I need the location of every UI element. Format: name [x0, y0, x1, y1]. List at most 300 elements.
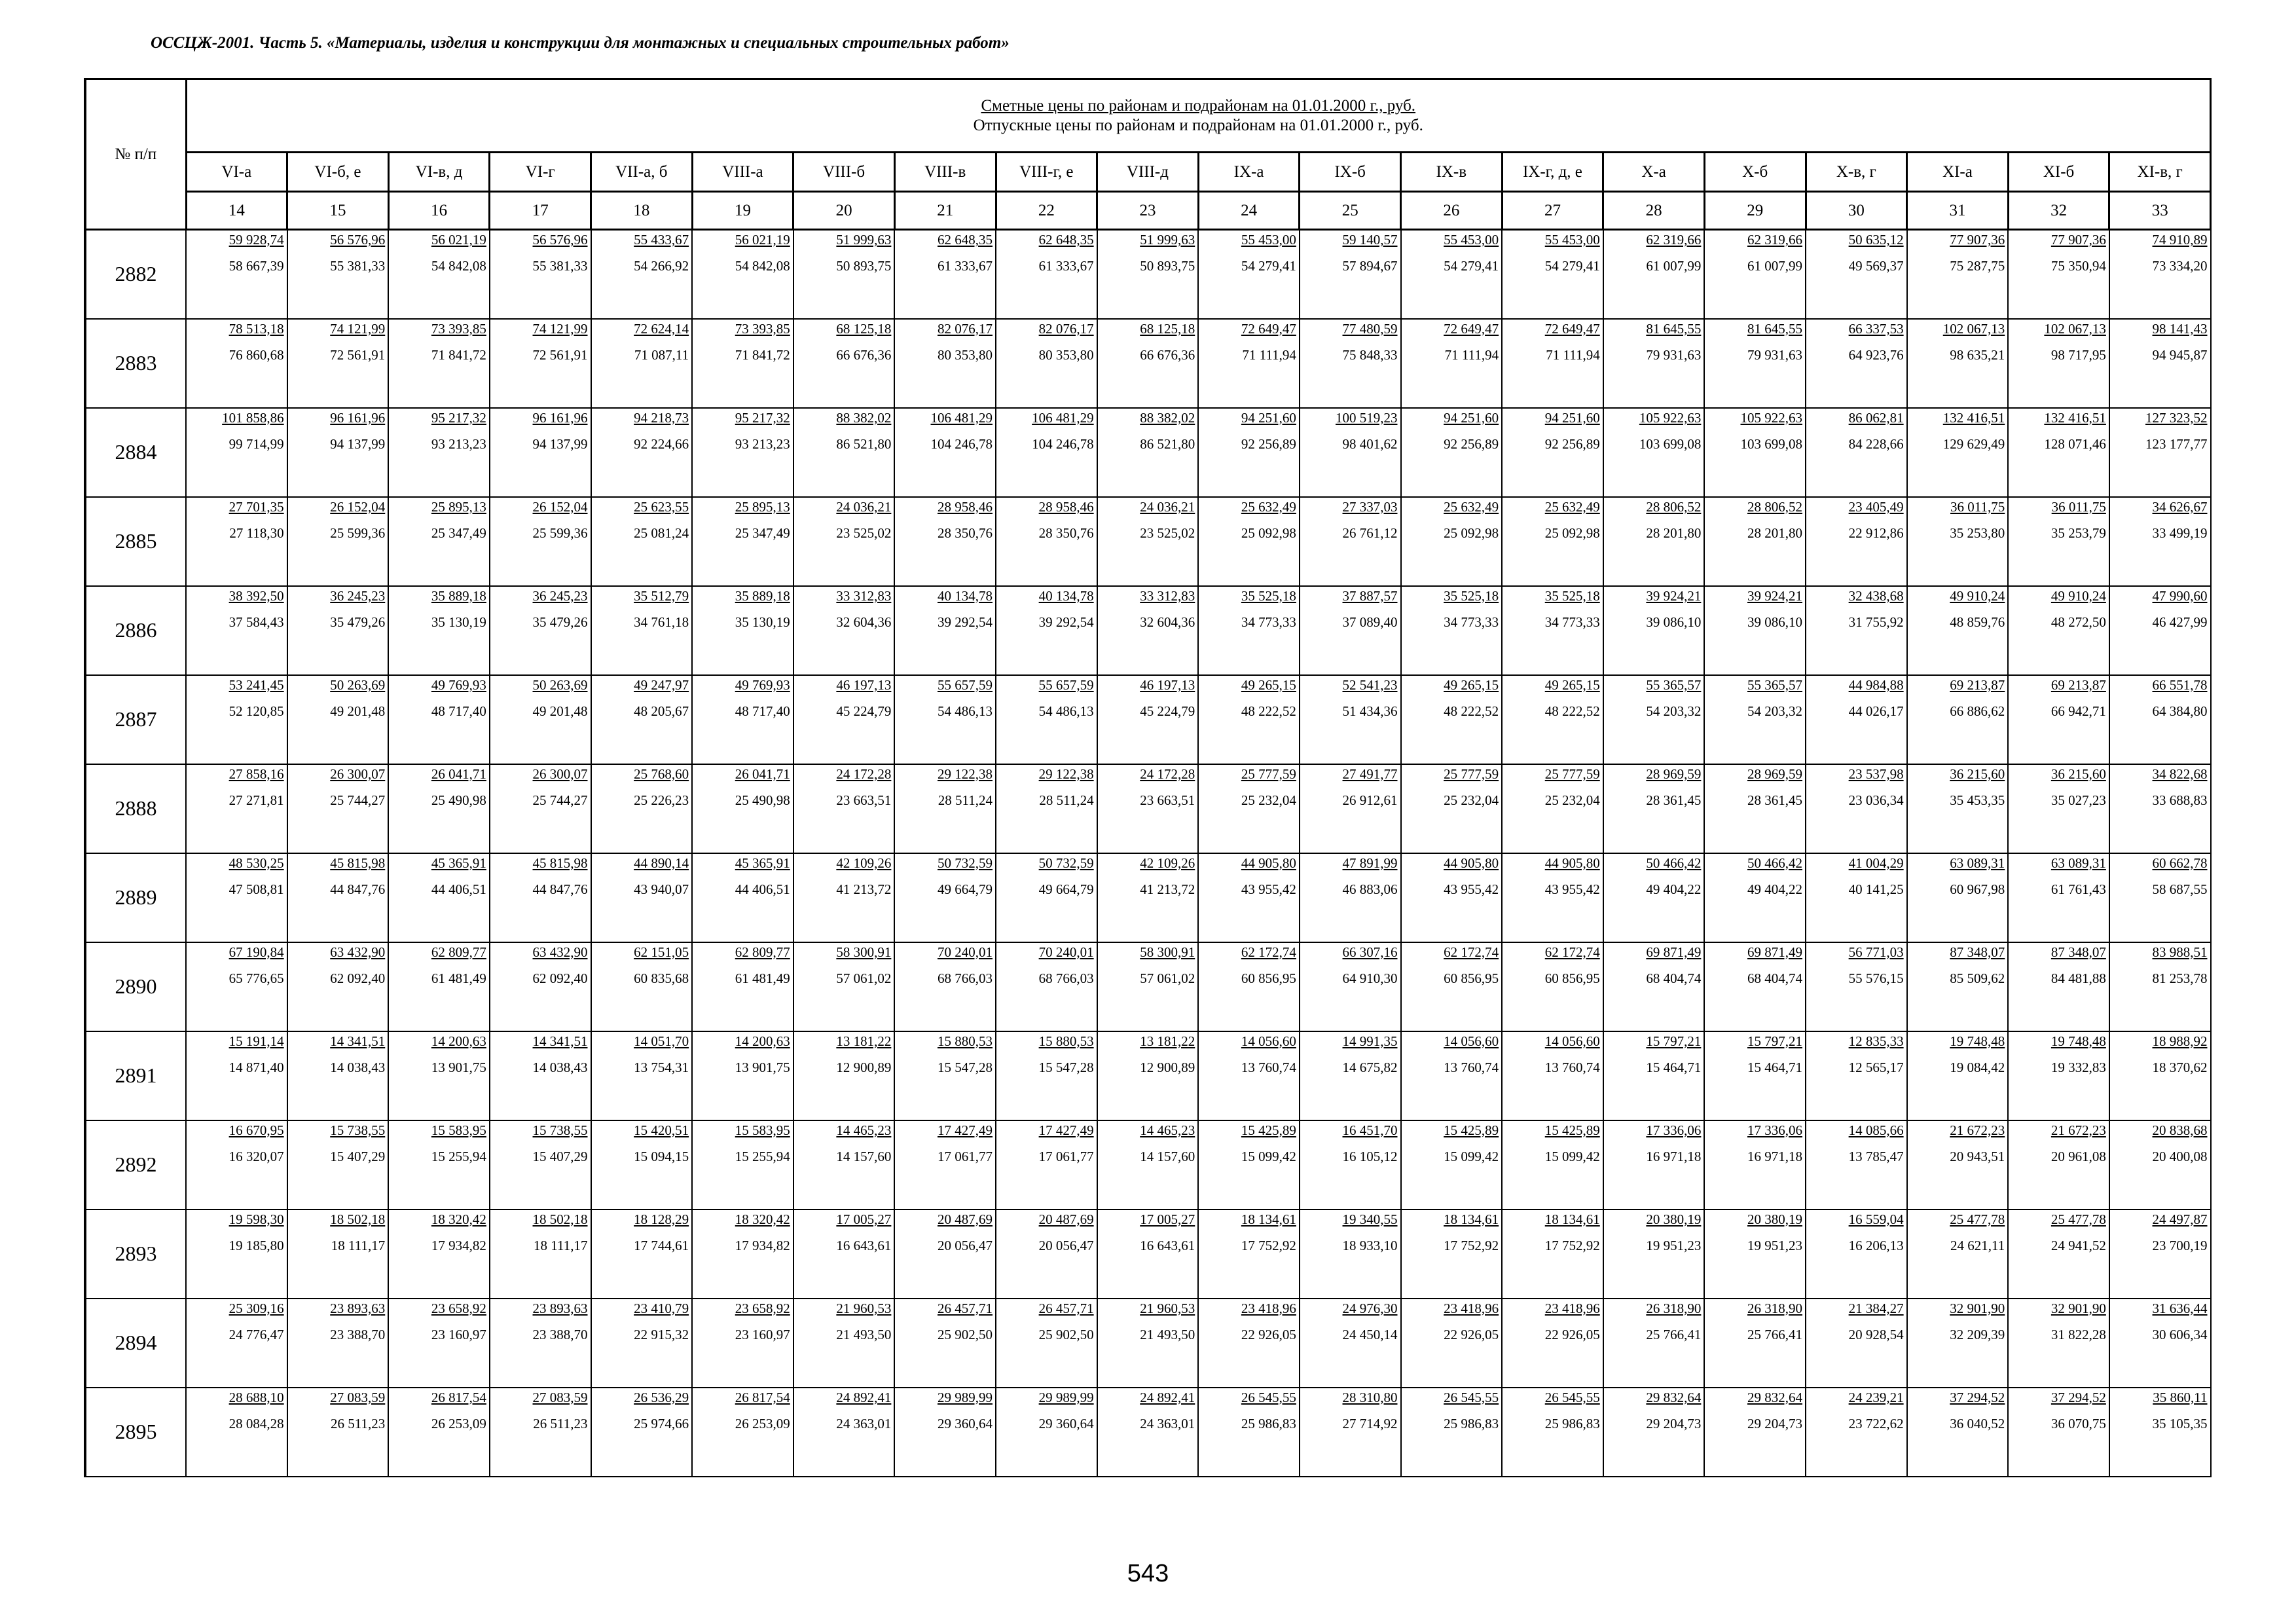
price-cell: [1502, 853, 1603, 942]
district-header: VI-в, д: [388, 153, 490, 192]
release-price: 22 926,05: [1444, 1326, 1499, 1342]
release-price: 48 205,67: [634, 703, 689, 719]
price-cell: [1603, 764, 1705, 853]
release-price: 85 509,62: [1950, 970, 2005, 986]
estimate-price: 55 365,57: [1747, 676, 1802, 693]
price-cell: [692, 497, 793, 586]
estimate-price: 20 380,19: [1646, 1211, 1702, 1227]
release-price: 36 040,52: [1950, 1415, 2005, 1431]
release-price: 39 292,54: [938, 614, 993, 630]
release-price: 23 663,51: [1140, 792, 1195, 808]
estimate-price: 66 337,53: [1848, 320, 1904, 337]
release-price: 43 955,42: [1444, 881, 1499, 897]
price-cell: [1603, 853, 1705, 942]
price-cell: [1300, 1299, 1401, 1388]
price-cell: [2008, 1120, 2109, 1209]
district-header: VIII-а: [692, 153, 793, 192]
price-cell: [1806, 497, 1907, 586]
estimate-price: 28 688,10: [228, 1389, 284, 1405]
estimate-price: 18 128,29: [634, 1211, 689, 1227]
release-price: 68 404,74: [1646, 970, 1702, 986]
release-price: 51 434,36: [1342, 703, 1398, 719]
table-row: [85, 764, 2211, 853]
release-price: 98 401,62: [1342, 435, 1398, 452]
estimate-price: 27 858,16: [228, 766, 284, 782]
release-price: 25 744,27: [532, 792, 588, 808]
district-header: VI-г: [490, 153, 591, 192]
estimate-price: 101 858,86: [222, 409, 284, 426]
estimate-price: 36 011,75: [2051, 498, 2106, 515]
price-cell: [1907, 586, 2009, 675]
estimate-price: 77 907,36: [1950, 232, 2005, 248]
release-price: 16 643,61: [1140, 1237, 1195, 1253]
estimate-price: 25 477,78: [1950, 1211, 2005, 1227]
price-cell: [2109, 497, 2211, 586]
estimate-price: 69 871,49: [1646, 944, 1702, 960]
estimate-price: 29 122,38: [938, 766, 993, 782]
estimate-price: 32 901,90: [1950, 1300, 2005, 1316]
estimate-price: 127 323,52: [2145, 409, 2208, 426]
price-cell: [1603, 497, 1705, 586]
price-cell: [2109, 853, 2211, 942]
estimate-price: 26 457,71: [1038, 1300, 1094, 1316]
release-price: 26 761,12: [1342, 525, 1398, 541]
price-cell: [1401, 853, 1503, 942]
release-price: 20 943,51: [1950, 1148, 2005, 1164]
estimate-price: 62 172,74: [1444, 944, 1499, 960]
release-price: 25 986,83: [1544, 1415, 1600, 1431]
release-price: 35 130,19: [431, 614, 486, 630]
price-cell: [1401, 230, 1503, 319]
release-price: 16 971,18: [1646, 1148, 1702, 1164]
release-price: 23 160,97: [735, 1326, 790, 1342]
release-price: 94 137,99: [330, 435, 386, 452]
price-cell: [692, 675, 793, 764]
table-row: [85, 942, 2211, 1031]
price-cell: [591, 1120, 693, 1209]
estimate-price: 28 310,80: [1342, 1389, 1398, 1405]
release-price: 14 871,40: [228, 1059, 284, 1075]
estimate-price: 81 645,55: [1646, 320, 1702, 337]
estimate-price: 26 318,90: [1646, 1300, 1702, 1316]
price-cell: [1806, 1299, 1907, 1388]
estimate-price: 69 213,87: [1950, 676, 2005, 693]
release-price: 17 934,82: [735, 1237, 790, 1253]
release-price: 61 481,49: [431, 970, 486, 986]
price-cell: [1704, 319, 1806, 408]
release-price: 57 894,67: [1342, 258, 1398, 274]
estimate-price: 14 056,60: [1241, 1033, 1296, 1049]
estimate-price: 29 832,64: [1747, 1389, 1802, 1405]
estimate-price: 74 910,89: [2152, 232, 2208, 248]
price-cell: [894, 1299, 996, 1388]
price-cell: [186, 764, 287, 853]
price-cell: [388, 497, 490, 586]
estimate-price: 26 318,90: [1747, 1300, 1802, 1316]
price-cell: [591, 1299, 693, 1388]
price-cell: [1502, 764, 1603, 853]
price-cell: [1300, 230, 1401, 319]
price-cell: [2109, 764, 2211, 853]
estimate-price: 16 559,04: [1848, 1211, 1904, 1227]
release-price: 43 955,42: [1241, 881, 1296, 897]
release-price: 58 667,39: [228, 258, 284, 274]
price-cell: [1300, 1031, 1401, 1120]
release-price: 25 902,50: [938, 1326, 993, 1342]
estimate-price: 23 418,96: [1444, 1300, 1499, 1316]
estimate-price: 26 545,55: [1444, 1389, 1499, 1405]
estimate-price: 56 021,19: [431, 232, 486, 248]
estimate-price: 63 089,31: [1950, 855, 2005, 871]
price-cell: [894, 497, 996, 586]
price-cell: [793, 1299, 895, 1388]
release-price: 54 279,41: [1544, 258, 1600, 274]
release-price: 72 561,91: [532, 346, 588, 363]
estimate-price: 35 889,18: [735, 587, 790, 604]
release-price: 25 766,41: [1646, 1326, 1702, 1342]
price-cell: [490, 497, 591, 586]
price-cell: [1806, 675, 1907, 764]
release-price: 71 111,94: [1444, 346, 1499, 363]
estimate-price: 105 922,63: [1639, 409, 1702, 426]
release-price: 34 761,18: [634, 614, 689, 630]
estimate-price: 56 576,96: [532, 232, 588, 248]
price-cell: [1097, 497, 1199, 586]
release-price: 15 099,42: [1444, 1148, 1499, 1164]
estimate-price: 29 989,99: [1038, 1389, 1094, 1405]
estimate-price: 37 294,52: [2050, 1389, 2106, 1405]
release-price: 30 606,34: [2152, 1326, 2208, 1342]
release-price: 46 883,06: [1342, 881, 1398, 897]
price-cell: [591, 319, 693, 408]
release-price: 18 111,17: [331, 1237, 386, 1253]
release-price: 81 253,78: [2152, 970, 2208, 986]
price-cell: [1907, 497, 2009, 586]
price-cell: [793, 853, 895, 942]
estimate-price: 50 732,59: [1038, 855, 1094, 871]
release-price: 25 490,98: [735, 792, 790, 808]
estimate-price: 21 960,53: [1140, 1300, 1195, 1316]
estimate-price: 39 924,21: [1747, 587, 1802, 604]
estimate-price: 50 732,59: [938, 855, 993, 871]
price-cell: [1198, 319, 1300, 408]
estimate-price: 25 309,16: [228, 1300, 284, 1316]
estimate-price: 17 336,06: [1747, 1122, 1802, 1138]
price-cell: [1603, 1209, 1705, 1299]
price-cell: [1502, 1120, 1603, 1209]
estimate-price: 18 134,61: [1444, 1211, 1499, 1227]
estimate-price: 50 263,69: [330, 676, 386, 693]
estimate-price: 18 502,18: [330, 1211, 386, 1227]
estimate-price: 14 056,60: [1444, 1033, 1499, 1049]
estimate-price: 26 041,71: [431, 766, 486, 782]
price-cell: [287, 1031, 389, 1120]
estimate-price: 59 928,74: [228, 232, 284, 248]
row-number: 2888: [85, 764, 186, 853]
estimate-price: 24 239,21: [1848, 1389, 1904, 1405]
price-cell: [996, 1120, 1097, 1209]
price-cell: [1704, 586, 1806, 675]
release-price: 28 084,28: [228, 1415, 284, 1431]
release-price: 66 942,71: [2050, 703, 2106, 719]
release-price: 32 209,39: [1950, 1326, 2005, 1342]
release-price: 49 404,22: [1646, 881, 1702, 897]
column-number: 31: [1907, 192, 2009, 230]
release-price: 23 700,19: [2152, 1237, 2208, 1253]
release-price: 18 370,62: [2152, 1059, 2208, 1075]
table-row: [85, 1209, 2211, 1299]
release-price: 25 226,23: [634, 792, 689, 808]
column-number: 33: [2109, 192, 2211, 230]
release-price: 54 842,08: [735, 258, 790, 274]
estimate-price: 35 525,18: [1544, 587, 1600, 604]
column-number: 26: [1401, 192, 1503, 230]
price-cell: [1502, 408, 1603, 497]
price-cell: [894, 675, 996, 764]
price-cell: [1198, 1388, 1300, 1477]
release-price: 29 360,64: [1038, 1415, 1094, 1431]
price-cell: [1502, 942, 1603, 1031]
release-price: 50 893,75: [1140, 258, 1195, 274]
release-price: 24 363,01: [836, 1415, 892, 1431]
price-cell: [1603, 1388, 1705, 1477]
release-price: 32 604,36: [836, 614, 892, 630]
release-price: 32 604,36: [1140, 614, 1195, 630]
release-price: 14 157,60: [836, 1148, 892, 1164]
release-price: 15 094,15: [634, 1148, 689, 1164]
price-cell: [1300, 1120, 1401, 1209]
price-cell: [287, 319, 389, 408]
estimate-price: 21 960,53: [836, 1300, 892, 1316]
price-cell: [388, 1388, 490, 1477]
price-cell: [1603, 1031, 1705, 1120]
estimate-price: 100 519,23: [1336, 409, 1398, 426]
price-cell: [793, 497, 895, 586]
price-cell: [1097, 408, 1199, 497]
price-cell: [1704, 675, 1806, 764]
release-price: 49 404,22: [1747, 881, 1802, 897]
price-cell: [793, 319, 895, 408]
release-price: 80 353,80: [1038, 346, 1094, 363]
estimate-price: 25 477,78: [2050, 1211, 2106, 1227]
release-price: 61 007,99: [1646, 258, 1702, 274]
price-cell: [388, 408, 490, 497]
row-number: 2892: [85, 1120, 186, 1209]
price-cell: [388, 1209, 490, 1299]
running-header: ОССЦЖ-2001. Часть 5. «Материалы, изделия и конструкции для монтажных и специальных строительных работ»: [151, 34, 1010, 52]
release-price: 60 856,95: [1544, 970, 1600, 986]
price-cell: [793, 942, 895, 1031]
price-cell: [186, 942, 287, 1031]
district-header: XI-в, г: [2109, 153, 2211, 192]
price-cell: [388, 230, 490, 319]
estimate-price: 13 181,22: [1140, 1033, 1195, 1049]
estimate-price: 49 910,24: [1950, 587, 2005, 604]
table-row: [85, 319, 2211, 408]
estimate-price: 62 151,05: [634, 944, 689, 960]
release-price: 23 663,51: [836, 792, 892, 808]
release-price: 22 926,05: [1241, 1326, 1296, 1342]
price-cell: [388, 764, 490, 853]
release-price: 64 910,30: [1342, 970, 1398, 986]
price-cell: [2109, 319, 2211, 408]
price-cell: [1806, 1388, 1907, 1477]
price-cell: [490, 1209, 591, 1299]
price-cell: [692, 764, 793, 853]
column-number: 16: [388, 192, 490, 230]
estimate-price: 25 777,59: [1241, 766, 1296, 782]
release-price: 33 688,83: [2152, 792, 2208, 808]
price-cell: [692, 586, 793, 675]
release-price: 48 222,52: [1544, 703, 1600, 719]
price-cell: [2109, 1031, 2211, 1120]
district-header: IX-а: [1198, 153, 1300, 192]
price-cell: [1806, 586, 1907, 675]
estimate-price: 74 121,99: [330, 320, 386, 337]
district-header: VI-а: [186, 153, 287, 192]
release-price: 75 350,94: [2050, 258, 2106, 274]
release-price: 60 856,95: [1241, 970, 1296, 986]
release-price: 48 717,40: [431, 703, 486, 719]
release-price: 36 070,75: [2050, 1415, 2106, 1431]
estimate-price: 49 247,97: [634, 676, 689, 693]
release-price: 54 486,13: [1038, 703, 1094, 719]
price-cell: [1806, 1120, 1907, 1209]
estimate-price: 36 215,60: [1950, 766, 2005, 782]
estimate-price: 32 438,68: [1848, 587, 1904, 604]
estimate-price: 14 991,35: [1342, 1033, 1398, 1049]
release-price: 23 525,02: [836, 525, 892, 541]
estimate-price: 44 890,14: [634, 855, 689, 871]
release-price: 49 569,37: [1848, 258, 1904, 274]
price-cell: [996, 230, 1097, 319]
release-price: 20 056,47: [1038, 1237, 1094, 1253]
release-price: 31 822,28: [2050, 1326, 2106, 1342]
release-price: 19 185,80: [228, 1237, 284, 1253]
release-price: 23 722,62: [1848, 1415, 1904, 1431]
price-cell: [1198, 586, 1300, 675]
row-number: 2883: [85, 319, 186, 408]
release-price: 29 204,73: [1747, 1415, 1802, 1431]
release-price: 39 086,10: [1646, 614, 1702, 630]
estimate-price: 34 822,68: [2152, 766, 2208, 782]
price-cell: [1907, 675, 2009, 764]
row-number: 2884: [85, 408, 186, 497]
release-price: 28 511,24: [1039, 792, 1094, 808]
price-cell: [1300, 764, 1401, 853]
estimate-price: 45 365,91: [431, 855, 486, 871]
price-cell: [996, 1209, 1097, 1299]
estimate-price: 60 662,78: [2152, 855, 2208, 871]
price-cell: [1704, 1299, 1806, 1388]
column-number: 22: [996, 192, 1097, 230]
estimate-price: 27 083,59: [532, 1389, 588, 1405]
estimate-price: 74 121,99: [532, 320, 588, 337]
price-cell: [2008, 764, 2109, 853]
release-price: 49 201,48: [330, 703, 386, 719]
price-cell: [894, 408, 996, 497]
price-cell: [287, 408, 389, 497]
price-cell: [894, 319, 996, 408]
estimate-price: 83 988,51: [2152, 944, 2208, 960]
price-cell: [996, 1388, 1097, 1477]
release-price: 99 714,99: [228, 435, 284, 452]
price-cell: [591, 675, 693, 764]
release-price: 92 256,89: [1241, 435, 1296, 452]
estimate-price: 70 240,01: [1038, 944, 1094, 960]
row-number: 2894: [85, 1299, 186, 1388]
estimate-price: 87 348,07: [2050, 944, 2106, 960]
estimate-price: 24 976,30: [1342, 1300, 1398, 1316]
release-price: 12 900,89: [836, 1059, 892, 1075]
release-price: 45 224,79: [1140, 703, 1195, 719]
release-price: 15 099,42: [1241, 1148, 1296, 1164]
price-cell: [2008, 675, 2109, 764]
price-cell: [1806, 230, 1907, 319]
title-line-otpusk: Отпускные цены по районам и подрайонам на 01.01.2000 г., руб.: [973, 116, 1423, 134]
table-title: [186, 79, 2211, 153]
table-row: [85, 1120, 2211, 1209]
release-price: 86 521,80: [836, 435, 892, 452]
estimate-price: 77 907,36: [2050, 232, 2106, 248]
price-cell: [2008, 942, 2109, 1031]
estimate-price: 46 197,13: [836, 676, 892, 693]
estimate-price: 40 134,78: [938, 587, 993, 604]
price-cell: [1806, 408, 1907, 497]
district-header: VII-а, б: [591, 153, 693, 192]
price-cell: [2109, 586, 2211, 675]
price-cell: [1198, 1120, 1300, 1209]
release-price: 71 841,72: [735, 346, 790, 363]
estimate-price: 24 892,41: [836, 1389, 892, 1405]
price-cell: [1300, 853, 1401, 942]
release-price: 128 071,46: [2044, 435, 2106, 452]
release-price: 93 213,23: [735, 435, 790, 452]
price-cell: [1097, 675, 1199, 764]
release-price: 44 406,51: [431, 881, 486, 897]
release-price: 93 213,23: [431, 435, 486, 452]
release-price: 25 081,24: [634, 525, 689, 541]
release-price: 92 224,66: [634, 435, 689, 452]
estimate-price: 63 432,90: [330, 944, 386, 960]
price-cell: [1502, 1031, 1603, 1120]
row-number: 2890: [85, 942, 186, 1031]
table-body: [85, 230, 2211, 1477]
estimate-price: 49 769,93: [735, 676, 790, 693]
release-price: 21 493,50: [1140, 1326, 1195, 1342]
release-price: 98 635,21: [1950, 346, 2005, 363]
release-price: 29 204,73: [1646, 1415, 1702, 1431]
district-header: VI-б, е: [287, 153, 389, 192]
price-cell: [2008, 1388, 2109, 1477]
price-cell: [186, 1209, 287, 1299]
estimate-price: 19 340,55: [1342, 1211, 1398, 1227]
release-price: 25 347,49: [431, 525, 486, 541]
estimate-price: 49 265,15: [1444, 676, 1499, 693]
estimate-price: 35 860,11: [2153, 1389, 2208, 1405]
release-price: 24 941,52: [2050, 1237, 2106, 1253]
row-number: 2887: [85, 675, 186, 764]
district-header: IX-г, д, е: [1502, 153, 1603, 192]
price-cell: [1603, 230, 1705, 319]
price-cell: [490, 1299, 591, 1388]
release-price: 25 766,41: [1747, 1326, 1802, 1342]
release-price: 55 381,33: [532, 258, 588, 274]
release-price: 19 951,23: [1646, 1237, 1702, 1253]
release-price: 17 752,92: [1241, 1237, 1296, 1253]
estimate-price: 24 172,28: [836, 766, 892, 782]
price-cell: [287, 1299, 389, 1388]
